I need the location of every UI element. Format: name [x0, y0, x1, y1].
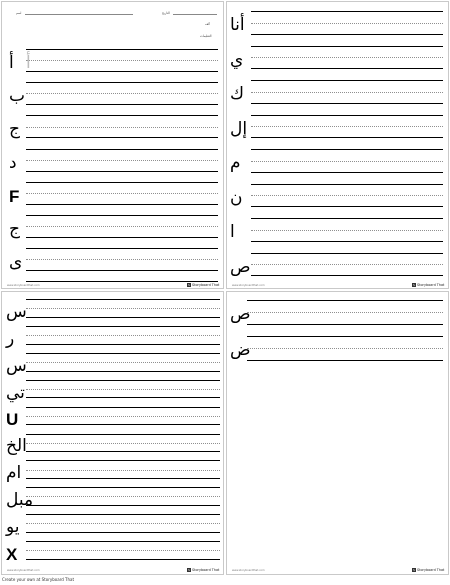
guide-line-top — [26, 215, 218, 216]
guide-line-mid — [26, 443, 220, 444]
footer-url: www.storyboardthat.com — [232, 284, 265, 287]
guide-line-base — [26, 104, 218, 105]
guide-line-base — [26, 424, 220, 425]
guide-line-mid — [251, 92, 443, 93]
letter-glyph: ج — [9, 119, 20, 140]
guide-line-mid — [251, 126, 443, 127]
guide-line-base — [247, 324, 443, 325]
guide-line-base — [251, 241, 443, 242]
letter-glyph: U — [6, 410, 19, 430]
letter-glyph: م — [230, 153, 241, 174]
guide-line-top — [251, 184, 443, 185]
guide-line-top — [26, 149, 218, 150]
logo-icon: S — [413, 568, 415, 572]
letter-glyph: أ — [9, 52, 14, 73]
logo-text: Storyboard — [417, 283, 436, 287]
guide-line-mid — [26, 308, 220, 309]
worksheet-page-3 — [1, 291, 224, 575]
date-label: التاريخ — [162, 11, 170, 15]
logo-text: Storyboard — [192, 283, 211, 287]
guide-line-top — [26, 541, 220, 542]
letter-glyph: X — [6, 544, 18, 564]
guide-line-top — [251, 11, 443, 12]
guide-line-top — [26, 115, 218, 116]
letter-glyph: يو — [6, 517, 20, 538]
guide-line-top — [26, 326, 220, 327]
guide-line-base — [26, 532, 220, 533]
logo-text: Storyboard — [417, 568, 436, 572]
guide-line-top — [26, 281, 218, 282]
guide-line-top — [247, 336, 443, 337]
guide-line-base — [26, 317, 220, 318]
guide-line-mid — [26, 193, 218, 194]
storyboard-logo — [187, 568, 219, 572]
logo-suffix: That — [211, 283, 220, 287]
letter-glyph: ى — [9, 252, 23, 273]
letter-glyph: ص — [230, 256, 251, 277]
guide-line-mid — [26, 93, 218, 94]
guide-line-base — [26, 505, 220, 506]
subject-label: ألف — [205, 22, 210, 26]
guide-line-base — [251, 275, 443, 276]
letter-glyph: ن — [230, 187, 243, 208]
guide-line-base — [26, 397, 220, 398]
letter-glyph: F — [9, 186, 20, 206]
name-label: اسم — [16, 11, 22, 15]
footer-url: www.storyboardthat.com — [7, 569, 40, 572]
guide-line-mid — [26, 416, 220, 417]
letter-glyph: الخ — [6, 436, 27, 457]
letter-glyph: أنا — [230, 15, 245, 36]
storyboard-logo — [187, 283, 219, 287]
worksheet-page-4 — [226, 291, 449, 575]
letter-glyph: إل — [230, 118, 248, 139]
guide-line-mid — [26, 362, 220, 363]
guide-line-base — [251, 137, 443, 138]
guide-line-top — [26, 248, 218, 249]
letter-glyph: ي — [230, 49, 244, 70]
guide-line-base — [26, 371, 220, 372]
guide-line-base — [26, 478, 220, 479]
guide-line-base — [26, 270, 218, 271]
letter-glyph: ض — [230, 340, 251, 361]
logo-icon: S — [188, 283, 190, 287]
guide-line-mid — [26, 470, 220, 471]
guide-line-base — [251, 34, 443, 35]
guide-line-base — [26, 451, 220, 452]
guide-line-mid — [26, 335, 220, 336]
guide-line-top — [251, 149, 443, 150]
letter-glyph: ص — [230, 304, 251, 325]
letter-glyph: ا — [230, 222, 235, 243]
letter-glyph: ب — [9, 86, 26, 107]
footer-url: www.storyboardthat.com — [7, 284, 40, 287]
letter-glyph: تي — [6, 382, 25, 403]
guide-line-base — [251, 206, 443, 207]
worksheet-page-1 — [1, 1, 224, 289]
guide-line-top — [26, 182, 218, 183]
storyboard-logo — [412, 568, 444, 572]
guide-line-mid — [26, 496, 220, 497]
footer-url: www.storyboardthat.com — [232, 569, 265, 572]
letter-glyph: مبل — [6, 490, 34, 511]
guide-line-top — [26, 299, 220, 300]
guide-line-top — [251, 253, 443, 254]
guide-line-top — [26, 380, 220, 381]
guide-line-mid — [251, 161, 443, 162]
guide-line-base — [251, 68, 443, 69]
guide-line-base — [247, 360, 443, 361]
guide-line-top — [26, 49, 218, 50]
letter-glyph: د — [9, 152, 17, 173]
guide-line-mid — [26, 550, 220, 551]
logo-icon: S — [188, 568, 190, 572]
guide-line-top — [251, 115, 443, 116]
worksheet-page-2 — [226, 1, 449, 289]
guide-line-mid — [26, 523, 220, 524]
letter-glyph: ك — [230, 84, 245, 105]
letter-glyph: س — [6, 301, 27, 322]
guide-line-base — [251, 103, 443, 104]
guide-line-base — [26, 137, 218, 138]
guide-line-mid — [247, 348, 443, 349]
letter-glyph: ج — [9, 218, 20, 239]
guide-line-top — [251, 80, 443, 81]
guide-line-top — [26, 82, 218, 83]
guide-line-mid — [251, 57, 443, 58]
guide-line-top — [26, 514, 220, 515]
storyboard-credit: Create your own at Storyboard That — [2, 577, 75, 582]
trace-letter: أ — [26, 52, 31, 73]
guide-line-top — [26, 353, 220, 354]
letter-glyph: ر — [6, 328, 15, 349]
letter-glyph: ام — [6, 463, 22, 484]
guide-line-mid — [251, 195, 443, 196]
guide-line-base — [26, 204, 218, 205]
guide-line-mid — [247, 312, 443, 313]
guide-line-mid — [26, 160, 218, 161]
logo-icon: S — [413, 283, 415, 287]
guide-line-top — [26, 460, 220, 461]
guide-line-mid — [26, 259, 218, 260]
guide-line-base — [251, 172, 443, 173]
guide-line-mid — [26, 226, 218, 227]
logo-text: Storyboard — [192, 568, 211, 572]
guide-line-mid — [26, 389, 220, 390]
guide-line-top — [26, 434, 220, 435]
logo-suffix: That — [436, 568, 445, 572]
storyboard-logo — [412, 283, 444, 287]
guide-line-base — [26, 237, 218, 238]
guide-line-base — [26, 344, 220, 345]
guide-line-base — [26, 71, 218, 72]
guide-line-mid — [26, 127, 218, 128]
guide-line-base — [26, 171, 218, 172]
guide-line-mid — [251, 264, 443, 265]
name-line — [25, 14, 133, 15]
date-line — [173, 14, 217, 15]
guide-line-base — [26, 559, 220, 560]
instructions-label: التعليمات — [200, 34, 212, 38]
guide-line-top — [26, 407, 220, 408]
guide-line-mid — [26, 60, 218, 61]
guide-line-top — [251, 46, 443, 47]
guide-line-mid — [251, 23, 443, 24]
guide-line-top — [247, 300, 443, 301]
letter-glyph: س — [6, 355, 27, 376]
guide-line-top — [26, 487, 220, 488]
logo-suffix: That — [211, 568, 220, 572]
guide-line-mid — [251, 230, 443, 231]
logo-suffix: That — [436, 283, 445, 287]
guide-line-top — [251, 218, 443, 219]
